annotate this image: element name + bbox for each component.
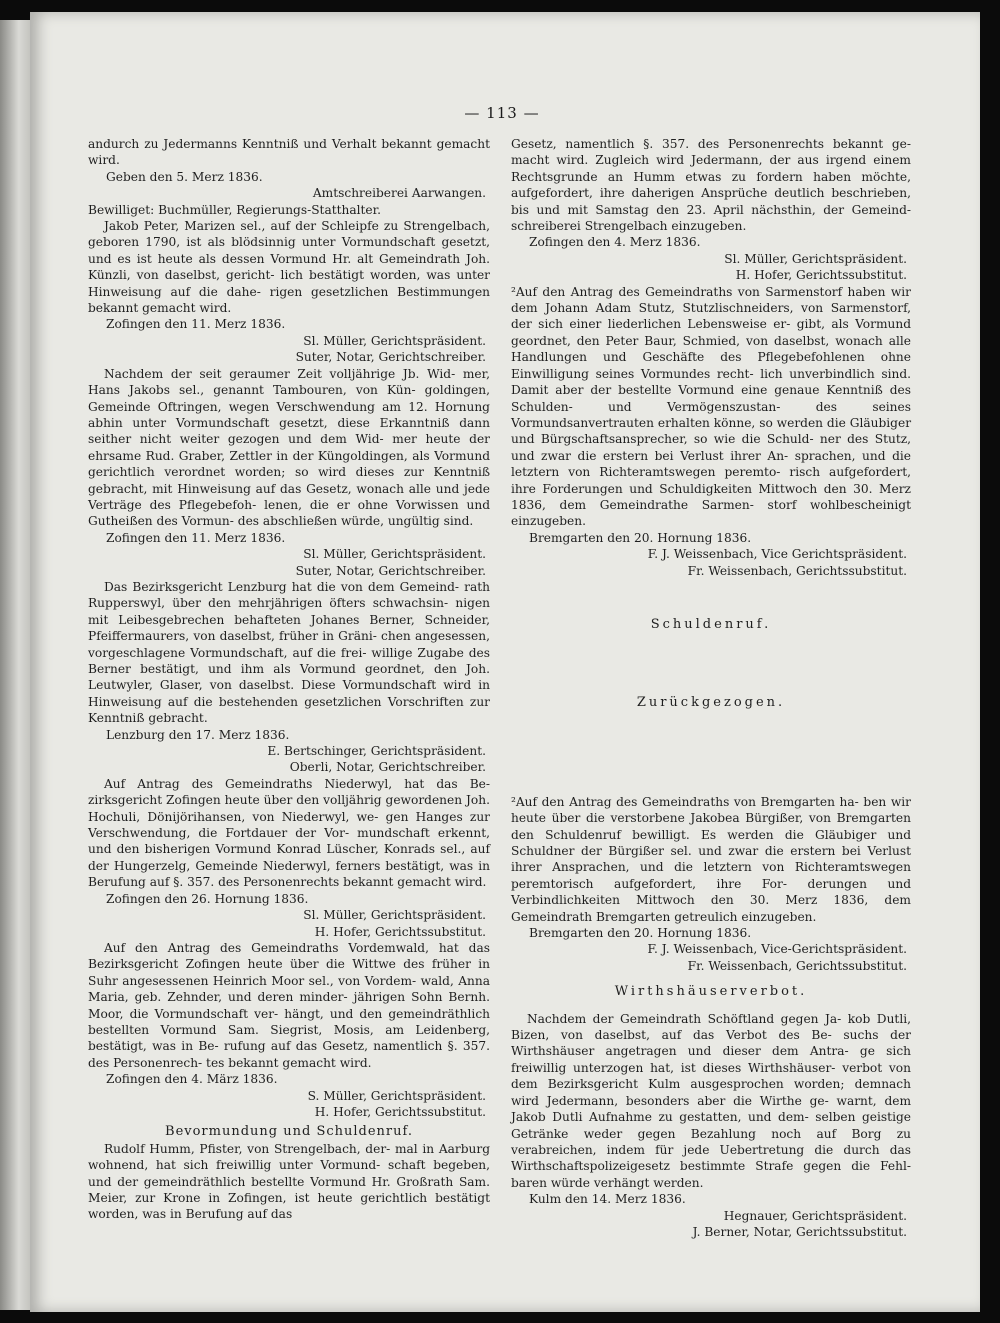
- text-line: die erstern bei Verlust ihrer Ansprachen, und die letztern: [511, 844, 912, 875]
- text-line: schaft begeben, und der gemeindräthlich bestellte Vormund: [88, 1158, 491, 1189]
- text-line: Siegrist, Mosis, am Leidenberg, bestätigt, was in Be-: [88, 1022, 491, 1054]
- text-line: ge sich freiwillig unterzogen hat, ist dieses Wirthshäuser-: [511, 1044, 911, 1075]
- text-line: gesetzlichen Vorschriften zur Kenntniß gebracht.: [88, 694, 490, 726]
- text-line: von Richteramtswegen peremtorisch aufgefordert, ihre For-: [511, 860, 911, 891]
- page-number: — 113 —: [464, 104, 540, 122]
- text-line: mer heute der ehrsame Rud. Graber, Zettler in der: [88, 432, 490, 463]
- text-line: baren würde verhängt werden.: [511, 1175, 704, 1190]
- notice-signature: F. J. Weissenbach, Vice-Gerichtspräsident.: [647, 942, 907, 957]
- text-line: Hr. Großrath Sam. Meier, zur Krone in Zofingen, ist: [88, 1174, 490, 1205]
- text-line: sprachen, und die letztern von Richteramtswegen peremto-: [511, 448, 912, 480]
- notice-date: Lenzburg den 17. Merz 1836.: [106, 727, 290, 742]
- notice-text: [88, 366, 490, 530]
- text-line: rath Rupperswyl, über den mehrjährigen öfters schwachsin-: [88, 579, 491, 611]
- text-line: am 12. Hornung abhin unter Vormundschaft gesetzt, diese: [88, 399, 490, 430]
- notice-text: [88, 218, 490, 316]
- notice-date: Zofingen den 26. Hornung 1836.: [106, 891, 309, 906]
- notice-date: Kulm den 14. Merz 1836.: [529, 1192, 686, 1207]
- text-line: von daselbst, wonach alle Handlungen und Geschäfte des: [511, 333, 911, 365]
- text-line: so wird dieses zur Kenntniß gebracht, mit Hinweisung auf: [88, 465, 490, 496]
- notice-signature: Fr. Weissenbach, Gerichtssubstitut.: [687, 563, 907, 578]
- text-line: die Gläubiger und Schuldner der Bürgißer sel. und zwar: [511, 827, 912, 858]
- text-line: des abschließen würde, ungültig sind.: [237, 514, 474, 529]
- text-line: lenen, die er ohne Vorwissen und Gutheißen des Vormun-: [88, 497, 491, 529]
- text-line: andurch zu Jedermanns Kenntniß und Verhalt bekannt: [88, 137, 432, 151]
- text-line: Bezirksgericht Zofingen heute über die Wittwe des früher: [88, 957, 471, 972]
- text-line: jährigen Sohn Bernh. Moor, die Vormundschaft ver-: [88, 990, 491, 1021]
- text-line: heute gerichtlich bestätigt worden, was in Berufung auf das: [88, 1191, 491, 1222]
- text-line: Gesetz, namentlich §. 357. des Personenrechts bekannt ge-: [511, 137, 911, 151]
- notice-text: [511, 1011, 911, 1191]
- notice-signature: Sl. Müller, Gerichtspräsident.: [303, 908, 486, 923]
- notice-signature: Amtschreiberei Aarwangen.: [312, 186, 486, 201]
- text-line: des Personenrechts bekannt gemacht wird.: [218, 875, 487, 890]
- text-line: aufgefordert, ihre daherigen Ansprüche deutlich beschrieben,: [511, 186, 911, 201]
- text-line: des seines Vormundsanvertrauten erhalten könne, so werden: [511, 399, 912, 430]
- text-line: Strengelbach, geboren 1790, ist als blödsinnig unter: [88, 219, 490, 250]
- previous-page-edge: [0, 20, 34, 1310]
- text-line: mal in Aarburg wohnend, hat sich freiwillig unter Vormund-: [88, 1141, 491, 1173]
- text-line: ner des Stutz, und zwar die erstern bei Verlust ihrer An-: [511, 432, 912, 463]
- text-line: das Gesetz, wonach alle und jede Verträge des Pflegebefoh-: [88, 481, 490, 512]
- notice-date: Geben den 5. Merz 1836.: [106, 169, 263, 184]
- section-heading-schuldenruf: Schuldenruf.: [650, 616, 772, 632]
- text-line: Pflegebefohlenen ohne Einwilligung seines Vormundes recht-: [511, 350, 911, 381]
- notice-signature: H. Hofer, Gerichtssubstitut.: [314, 924, 486, 939]
- text-line: ²Auf den Antrag des Gemeindraths von Bremgarten ha-: [511, 794, 859, 809]
- text-line: warnt, dem Jakob Dutli Aufnahme zu gestatten, und dem-: [511, 1093, 912, 1125]
- text-line: das Wirthschaftspolizeigesetz bestimmte Strafe gegen die Fehl-: [511, 1142, 912, 1174]
- text-line: Schneider, Pfeiffermaurers, von daselbst, früher in Gräni-: [88, 612, 490, 644]
- notice-signature: Hegnauer, Gerichtspräsident.: [723, 1208, 907, 1223]
- text-line: Niederwyl, ferners bestätigt, was in Berufung auf §. 357.: [88, 858, 490, 890]
- notice-signature: Suter, Notar, Gerichtschreiber.: [295, 563, 486, 578]
- notice-date: Zofingen den 4. März 1836.: [106, 1072, 278, 1087]
- notice-signature: J. Berner, Notar, Gerichtssubstitut.: [692, 1224, 907, 1239]
- text-line: zirksgericht Zofingen heute über den volljährig gewordenen: [88, 793, 463, 808]
- text-line: Nachdem der seit geraumer Zeit volljährige Jb. Wid-: [104, 366, 456, 381]
- text-line: storf wohlbescheinigt einzugeben.: [511, 497, 911, 529]
- notice-text: [511, 794, 911, 925]
- section-heading-wirthshaeuserverbot: Wirthshäuserverbot.: [614, 984, 808, 1000]
- text-line: schreiberei Strengelbach einzugeben.: [511, 219, 747, 234]
- notice-date: Zofingen den 11. Merz 1836.: [106, 530, 286, 545]
- text-line: wald, Anna Maria, geb. Zehnder, und deren minder-: [88, 973, 490, 1005]
- notice-signature: Oberli, Notar, Gerichtschreiber.: [289, 760, 486, 775]
- text-line: verbot von dem Bezirksgericht Kulm ausgesprochen worden;: [511, 1060, 911, 1092]
- text-line: lich unverbindlich sind. Damit aber der bestellte Vormund: [511, 366, 911, 398]
- notice-date: Zofingen den 11. Merz 1836.: [106, 317, 286, 332]
- text-line: Rudolf Humm, Pfister, von Strengelbach, der-: [104, 1141, 391, 1156]
- text-line: Lüscher, Konrads sel., auf der Hungerzelg, Gemeinde: [88, 842, 490, 873]
- text-line: rufung auf das Gesetz, namentlich §. 357. des Personenrech-: [88, 1039, 490, 1070]
- notice-signature: Suter, Notar, Gerichtschreiber.: [295, 350, 486, 365]
- text-line: von Bremgarten den Schuldenruf bewilligt. Es werden: [511, 811, 911, 842]
- notice-text: [511, 136, 911, 234]
- text-line: Das Bezirksgericht Lenzburg hat die von dem Gemeind-: [104, 579, 460, 594]
- text-line: rigen gesetzlichen Bestimmungen bekannt gemacht wird.: [88, 284, 491, 316]
- notice-signature: H. Hofer, Gerichtssubstitut.: [735, 268, 907, 283]
- text-line: dem Gemeindrath Bremgarten getreulich einzugeben.: [511, 893, 911, 924]
- text-line: willige Zugabe des Berner bestätigt, und ihm als Vormund: [88, 645, 490, 676]
- text-line: Auf Antrag des Gemeindraths Niederwyl, hat das Be-: [104, 776, 490, 791]
- text-line: Mittwoch den 30. Merz 1836, dem Gemeindrathe Sarmen-: [511, 481, 911, 512]
- text-line: Borg zu verabreichen, indem für jede Uebertretung die durch: [511, 1126, 911, 1157]
- text-line: geordnet, den Joh. Leutwyler, Glaser, von daselbst.: [88, 662, 490, 693]
- text-line: Sarmenstorf, der sich einer liederlichen Lebensweise er-: [511, 301, 912, 332]
- text-line: derungen und Verbindlichkeiten Mittwoch den 30. Merz 1836,: [511, 876, 911, 908]
- text-line: Hr. alt Gemeindrath Joh. Künzli, von daselbst, gericht-: [88, 251, 490, 283]
- text-line: ²Auf den Antrag des Gemeindraths von Sarmenstorf haben: [511, 284, 886, 299]
- notice-signature: Sl. Müller, Gerichtspräsident.: [724, 251, 907, 266]
- text-line: Nachdem der Gemeindrath Schöftland gegen Ja-: [527, 1011, 842, 1026]
- left-column: [88, 136, 490, 1223]
- notice-signature: H. Hofer, Gerichtssubstitut.: [314, 1104, 486, 1119]
- text-line: risch aufgefordert, ihre Forderungen und Schuldigkeiten: [511, 465, 911, 496]
- notice-signature: Sl. Müller, Gerichtspräsident.: [303, 547, 486, 562]
- section-heading-zurueckgezogen: Zurückgezogen.: [636, 695, 786, 711]
- text-line: suchs der Wirthshäuser angetragen und dieser dem Antra-: [511, 1028, 911, 1059]
- text-line: in Suhr angesessenen Heinrich Moor sel., von Vordem-: [88, 957, 490, 988]
- text-line: kob Dutli, Bizen, von daselbst, auf das Verbot des Be-: [511, 1011, 911, 1043]
- notice-signature: S. Müller, Gerichtspräsident.: [307, 1088, 486, 1103]
- notice-text: [88, 136, 490, 169]
- text-line: hängt, und den gemeindräthlich bestellten Vormund Sam.: [88, 1006, 490, 1037]
- text-line: lich bestätigt worden, was unter Hinweisung auf die dahe-: [88, 268, 491, 299]
- text-line: nigen mit Leibesgebrechen behafteten Johanes Berner,: [88, 596, 491, 627]
- right-column: [511, 136, 911, 1240]
- notice-date: Bremgarten den 20. Hornung 1836.: [529, 926, 752, 941]
- text-line: gemacht wird.: [88, 137, 490, 168]
- text-line: Vormundschaft gesetzt, und es ist heute als dessen Vormund: [88, 235, 491, 266]
- notice-signature: Fr. Weissenbach, Gerichtssubstitut.: [687, 958, 907, 973]
- notice-date: Bremgarten den 20. Hornung 1836.: [529, 530, 752, 545]
- notice-text: [511, 284, 911, 530]
- section-heading: Bevormundung und Schuldenruf.: [165, 1124, 413, 1140]
- notice-signature: Sl. Müller, Gerichtspräsident.: [303, 333, 486, 348]
- text-line: mer, Hans Jakobs sel., genannt Tambouren, von Kün-: [88, 366, 490, 398]
- notice-text: [88, 776, 490, 891]
- text-line: die Gläubiger und Bürgschaftsansprecher, so wie die Schuld-: [511, 415, 912, 447]
- text-line: bis und mit Samstag den 23. April nächsthin, der Gemeind-: [511, 202, 911, 217]
- text-line: gen Hanges zur Verschwendung, die Fortdauer der Vor-: [88, 809, 490, 841]
- notice-approval: Bewilliget: Buchmüller, Regierungs-Statthalter.: [88, 202, 382, 217]
- text-line: Küngoldingen, als Vormund gerichtlich verordnet worden;: [88, 448, 491, 480]
- text-line: Auf den Antrag des Gemeindraths Vordemwald, hat das: [104, 940, 490, 955]
- text-line: tes bekannt gemacht wird.: [206, 1055, 372, 1070]
- text-line: macht wird. Zugleich wird Jedermann, der aus irgend einem: [511, 153, 911, 168]
- text-line: wir dem Johann Adam Stutz, Stutzlischneiders, von: [511, 284, 911, 316]
- notice-text: [88, 1141, 490, 1223]
- notice-text: [88, 579, 490, 727]
- text-line: ben wir heute über die verstorbene Jakobea Bürgißer,: [511, 794, 911, 826]
- text-line: mundschaft erkennt, und den bisherigen Vormund Konrad: [88, 826, 490, 857]
- notice-signature: F. J. Weissenbach, Vice Gerichtspräsident.: [647, 547, 907, 562]
- notice-text: [88, 940, 490, 1071]
- text-line: eine genaue Kenntniß des Schulden- und Vermögenszustan-: [511, 383, 911, 414]
- notice-date: Zofingen den 4. Merz 1836.: [529, 235, 701, 250]
- text-line: Erkanntniß dann seither nicht weiter gezogen und dem Wid-: [88, 415, 491, 447]
- text-line: Rechtsgrunde an Humm etwas zu fordern haben möchte,: [511, 169, 911, 184]
- text-line: Diese Vormundschaft wird in Hinweisung auf die bestehenden: [88, 678, 490, 709]
- text-line: Joh. Hochuli, Dönijörihansen, von Niederwyl, we-: [88, 793, 490, 824]
- text-line: Jakob Peter, Marizen sel., auf der Schleipfe zu: [104, 219, 399, 234]
- text-line: demnach wird Jedermann, besonders aber die Wirthe ge-: [511, 1077, 911, 1108]
- text-line: chen angesessen, vorgeschlagene Vormundschaft, auf die frei-: [88, 629, 490, 660]
- text-line: selben geistige Getränke weder gegen Bezahlung noch auf: [511, 1110, 911, 1141]
- text-line: goldingen, Gemeinde Oftringen, wegen Verschwendung: [88, 383, 490, 414]
- text-line: gibt, als Vormund geordnet, den Peter Baur, Schmied,: [511, 317, 912, 348]
- notice-signature: E. Bertschinger, Gerichtspräsident.: [267, 744, 486, 759]
